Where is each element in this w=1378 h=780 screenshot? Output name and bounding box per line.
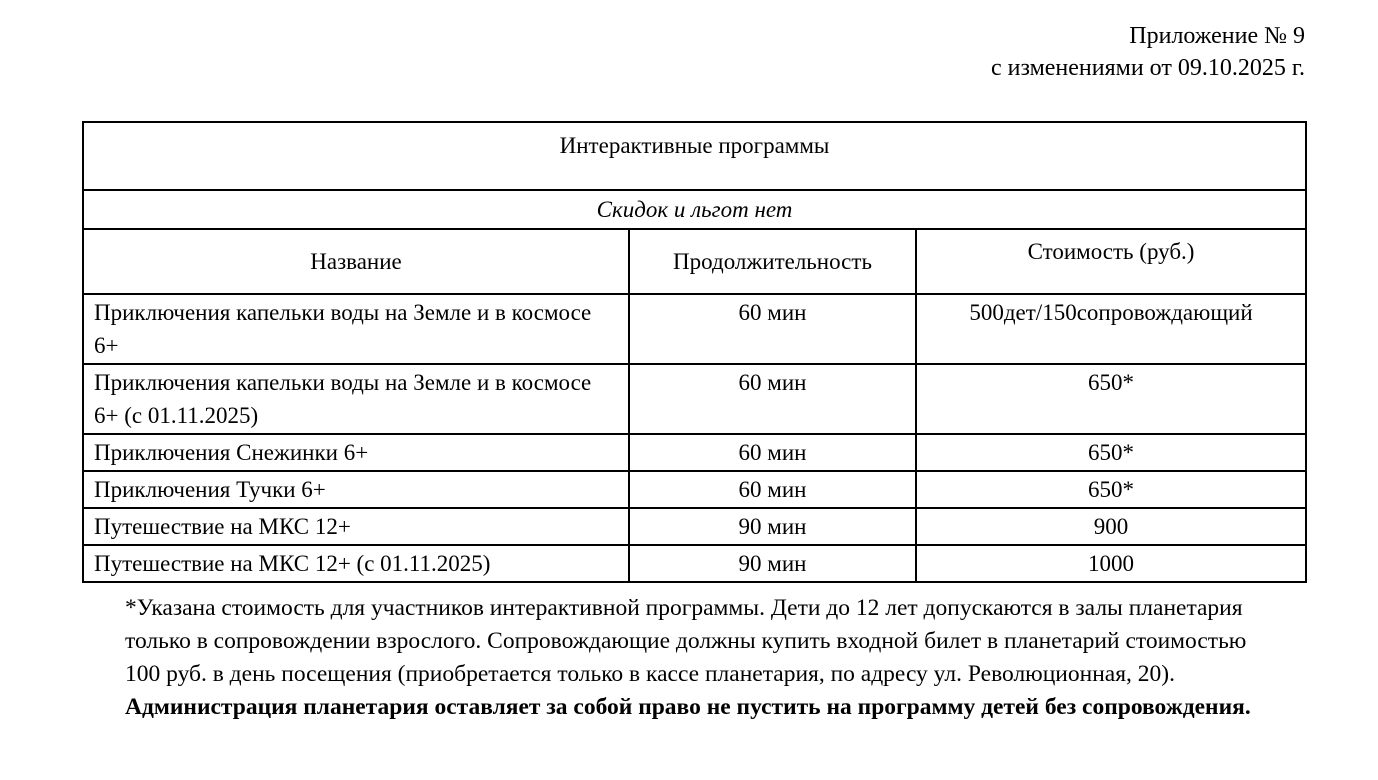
table-subtitle: Скидок и льгот нет — [83, 190, 1306, 229]
column-header-duration: Продолжительность — [629, 229, 916, 294]
table-row — [83, 294, 1306, 364]
table-body — [83, 294, 1306, 582]
price-cell: 900 — [916, 508, 1306, 545]
price-cell: 650* — [916, 471, 1306, 508]
document-header — [0, 0, 1305, 84]
table-row — [83, 545, 1306, 582]
price-cell: 1000 — [916, 545, 1306, 582]
duration-cell: 60 мин — [629, 471, 916, 508]
program-name-cell: Приключения Тучки 6+ — [83, 471, 629, 508]
price-cell: 650* — [916, 434, 1306, 471]
table-title: Интерактивные программы — [83, 122, 1306, 190]
table-row — [83, 508, 1306, 545]
notes-section — [125, 592, 1265, 724]
column-header-price: Стоимость (руб.) — [916, 229, 1306, 294]
table-subtitle-row — [83, 190, 1306, 229]
admin-note-text: Администрация планетария оставляет за собой право не пустить на программу детей без сопровождения. — [125, 694, 1251, 720]
program-name-cell: Приключения капельки воды на Земле и в космосе 6+ (с 01.11.2025) — [83, 364, 629, 434]
footnote-text: *Указана стоимость для участников интерактивной программы. Дети до 12 лет допускаются в залы планетария только в сопровождении взрослого. Сопровождающие должны купить входной билет в планетарий стоимостью 100 руб. в день посещения (приобретается только в кассе планетария, по адресу ул. Революционная, 20). — [125, 595, 1247, 687]
table-column-headers-row — [83, 229, 1306, 294]
duration-cell: 60 мин — [629, 434, 916, 471]
program-name-cell: Приключения Снежинки 6+ — [83, 434, 629, 471]
table-row — [83, 471, 1306, 508]
appendix-number-label: Приложение № 9 — [1129, 23, 1305, 49]
duration-cell: 60 мин — [629, 294, 916, 364]
duration-cell: 90 мин — [629, 545, 916, 582]
program-name-cell: Путешествие на МКС 12+ (с 01.11.2025) — [83, 545, 629, 582]
table-row — [83, 364, 1306, 434]
interactive-programs-table — [82, 121, 1307, 583]
table-row — [83, 434, 1306, 471]
price-cell: 650* — [916, 364, 1306, 434]
program-name-cell: Путешествие на МКС 12+ — [83, 508, 629, 545]
column-header-name: Название — [83, 229, 629, 294]
duration-cell: 90 мин — [629, 508, 916, 545]
price-cell: 500дет/150сопровождающий — [916, 294, 1306, 364]
amendment-date-label: с изменениями от 09.10.2025 г. — [990, 55, 1305, 81]
table-title-row — [83, 122, 1306, 190]
program-name-cell: Приключения капельки воды на Земле и в космосе 6+ — [83, 294, 629, 364]
duration-cell: 60 мин — [629, 364, 916, 434]
